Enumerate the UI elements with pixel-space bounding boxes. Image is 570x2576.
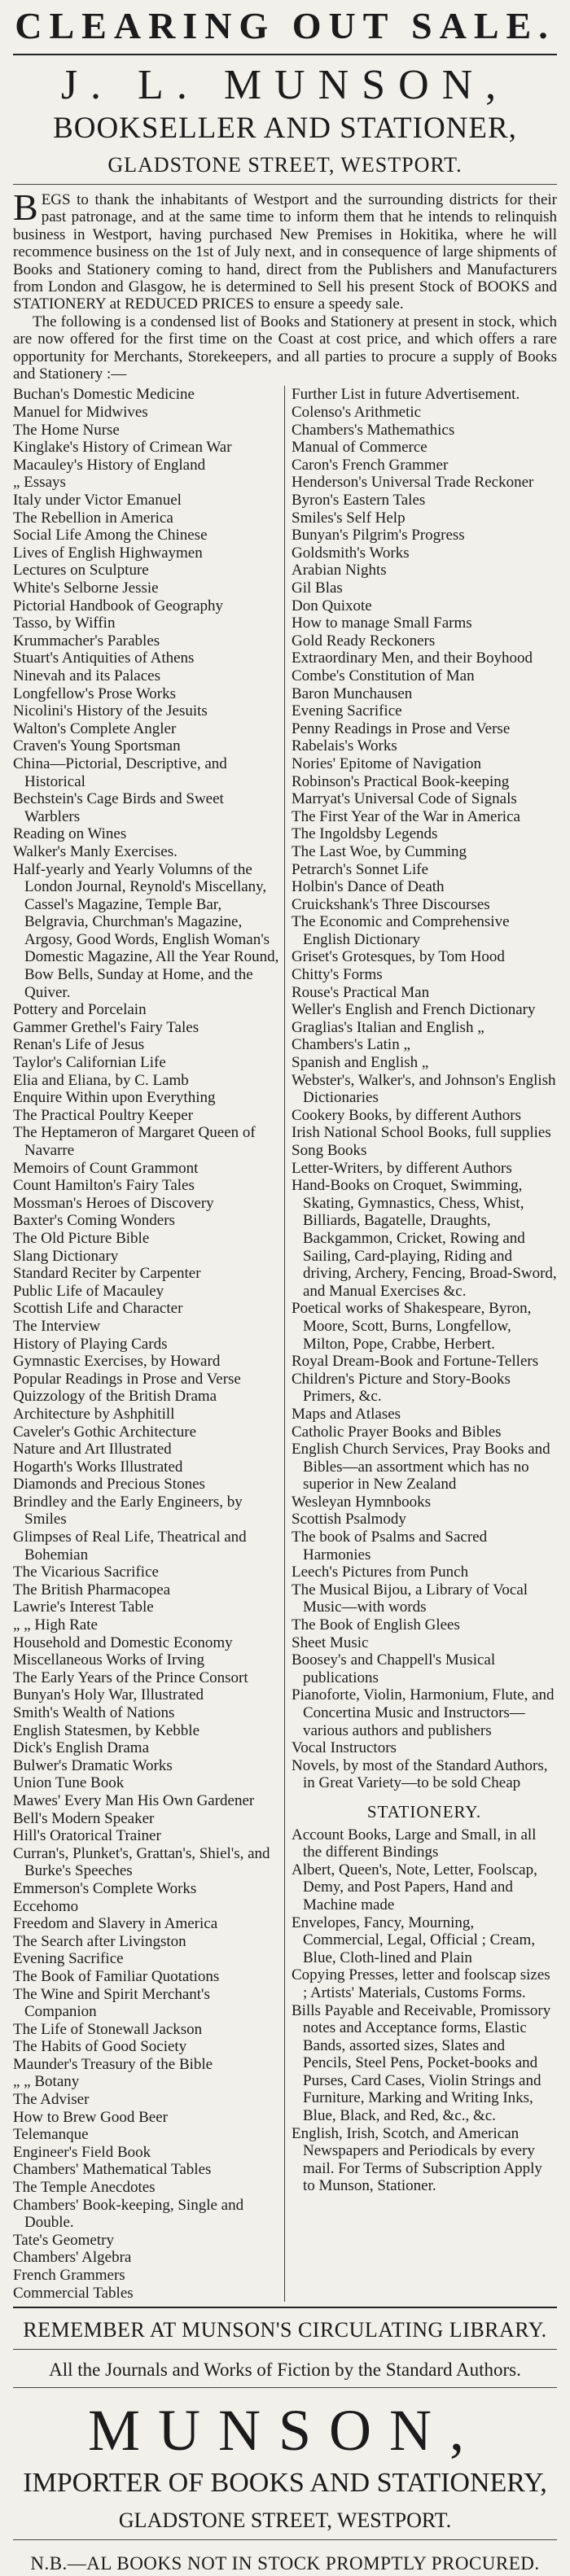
- list-item: Rouse's Practical Man: [292, 983, 430, 1001]
- list-item: Byron's Eastern Tales: [292, 492, 426, 510]
- list-item: Craven's Young Sportsman: [13, 737, 181, 755]
- list-item: English, Irish, Scotch, and American Newspapers and Periodicals by every mail. For Terms of Subscription Apply to Munson, Stationer.: [292, 2124, 542, 2195]
- list-item: The Vicarious Sacrifice: [13, 1564, 159, 1581]
- list-item: Scottish Life and Character: [13, 1300, 183, 1318]
- list-item: Reading on Wines: [13, 825, 127, 843]
- list-item: Bell's Modern Speaker: [13, 1809, 155, 1827]
- list-item: The British Pharmacopea: [13, 1581, 171, 1599]
- list-item: Children's Picture and Story-Books Primers, &c.: [292, 1370, 511, 1406]
- list-item: Caveler's Gothic Architecture: [13, 1423, 197, 1441]
- list-item: Evening Sacrifice: [292, 702, 402, 720]
- list-item: Leech's Pictures from Punch: [292, 1564, 469, 1581]
- list-item: Macauley's History of England: [13, 456, 206, 474]
- list-item: Curran's, Plunket's, Grattan's, Shiel's, and Burke's Speeches: [13, 1844, 270, 1880]
- list-item: Holbin's Dance of Death: [292, 878, 445, 896]
- list-item: French Grammers: [13, 2267, 125, 2284]
- list-item: Chambers's Latin „: [292, 1036, 410, 1054]
- list-item: Kinglake's History of Crimean War: [13, 439, 232, 457]
- merchant-title: BOOKSELLER AND STATIONER,: [53, 112, 517, 145]
- list-item: Social Life Among the Chinese: [13, 527, 208, 545]
- list-item: Walton's Complete Angler: [13, 719, 177, 737]
- list-item: Buchan's Domestic Medicine: [13, 386, 195, 404]
- list-item: Eccehomo: [13, 1897, 79, 1915]
- list-item: Gil Blas: [292, 579, 343, 597]
- list-item: Albert, Queen's, Note, Letter, Foolscap, Demy, and Post Papers, Hand and Machine made: [292, 1861, 537, 1913]
- list-item: Boosey's and Chappell's Musical publications: [292, 1651, 496, 1686]
- list-item: Song Books: [292, 1142, 367, 1159]
- list-item: „ Essays: [13, 474, 66, 492]
- stationery-items: [292, 1826, 557, 2195]
- list-item: Colenso's Arithmetic: [292, 404, 422, 422]
- list-item: Baxter's Coming Wonders: [13, 1212, 175, 1230]
- list-item: Union Tune Book: [13, 1774, 125, 1792]
- list-item: Hogarth's Works Illustrated: [13, 1458, 183, 1476]
- list-item: The Rebellion in America: [13, 509, 173, 527]
- list-item: Taylor's Californian Life: [13, 1054, 166, 1072]
- intro-paragraph-1: EGS to thank the inhabitants of Westport and the surrounding districts for their past patronage, and at the same time to inform them that he intends to relinquish business in Westport, having purchased New Premises in Hokitika, where he will recommence business on the 1st of July next, and in consequence of large shipments of Books and Stationery coming to hand, direct from the Publishers and Manufacturers from London and Glasgow, he is determined to Sell his present Stock of BOOKS and STATIONERY at REDUCED PRICES to ensure a speedy sale.: [13, 191, 557, 313]
- list-item: The Heptameron of Margaret Queen of Navarre: [13, 1124, 256, 1159]
- list-item: Household and Domestic Economy: [13, 1634, 233, 1651]
- list-item: Cruickshank's Three Discourses: [292, 895, 490, 913]
- list-item: Evening Sacrifice: [13, 1950, 124, 1968]
- journals-notice: All the Journals and Works of Fiction by the Standard Authors.: [49, 2360, 521, 2381]
- list-item: Goldsmith's Works: [292, 544, 410, 562]
- list-item: The Wine and Spirit Merchant's Companion: [13, 1985, 210, 2021]
- list-item: Graglias's Italian and English „: [292, 1018, 484, 1036]
- list-item: Extraordinary Men, and their Boyhood: [292, 649, 533, 667]
- list-item: Marryat's Universal Code of Signals: [292, 790, 517, 808]
- list-item: Stuart's Antiquities of Athens: [13, 649, 195, 667]
- list-item: Telemanque: [13, 2126, 89, 2144]
- divider: [13, 54, 557, 55]
- nb-notice: N.B.—AL BOOKS NOT IN STOCK PROMPTLY PROCURED.: [30, 2553, 540, 2574]
- list-item: The book of Psalms and Sacred Harmonies: [292, 1529, 488, 1564]
- list-item: The Habits of Good Society: [13, 2038, 187, 2056]
- list-item: Nicolini's History of the Jesuits: [13, 702, 208, 720]
- list-item: Further List in future Advertisement.: [292, 386, 520, 404]
- list-item: Account Books, Large and Small, in all the different Bindings: [292, 1826, 537, 1861]
- list-item: The Musical Bijou, a Library of Vocal Music—with words: [292, 1581, 528, 1616]
- list-item: The Adviser: [13, 2091, 90, 2109]
- list-item: Count Hamilton's Fairy Tales: [13, 1177, 195, 1195]
- list-item: Pottery and Porcelain: [13, 1001, 147, 1019]
- list-item: Irish National School Books, full supplies: [292, 1124, 551, 1142]
- list-item: The Old Picture Bible: [13, 1229, 150, 1247]
- list-item: Lectures on Sculpture: [13, 562, 149, 579]
- list-item: Commercial Tables: [13, 2284, 134, 2302]
- list-item: Weller's English and French Dictionary: [292, 1001, 536, 1019]
- list-item: Public Life of Macauley: [13, 1282, 164, 1300]
- list-item: Renan's Life of Jesus: [13, 1036, 145, 1054]
- list-item: Griset's Grotesques, by Tom Hood: [292, 948, 505, 966]
- divider: [13, 2349, 557, 2350]
- list-item: Freedom and Slavery in America: [13, 1915, 218, 1933]
- list-item: Slang Dictionary: [13, 1247, 119, 1265]
- list-item: Spanish and English „: [292, 1054, 429, 1072]
- list-item: Dick's English Drama: [13, 1739, 150, 1757]
- list-item: Royal Dream-Book and Fortune-Tellers: [292, 1353, 539, 1371]
- list-item: Lawrie's Interest Table: [13, 1599, 154, 1616]
- list-item: The Last Woe, by Cumming: [292, 842, 467, 860]
- list-item: Engineer's Field Book: [13, 2143, 151, 2161]
- list-item: Envelopes, Fancy, Mourning, Commercial, Legal, Official ; Cream, Blue, Cloth-lined and Plain: [292, 1913, 536, 1966]
- list-item: Glimpses of Real Life, Theatrical and Bohemian: [13, 1529, 247, 1564]
- list-item: Hand-Books on Croquet, Swimming, Skating, Gymnastics, Chess, Whist, Billiards, Bagatelle, Draughts, Backgammon, Cricket, Rowing and Sailing, Card-playing, Riding and driving, Archery, Fencing, Broad-Sword, and Manual Exercises &c.: [292, 1177, 557, 1300]
- list-item: Chambers' Book-keeping, Single and Double.: [13, 2196, 244, 2232]
- list-item: History of Playing Cards: [13, 1335, 168, 1353]
- list-item: Maunder's Treasury of the Bible: [13, 2055, 213, 2073]
- list-item: Caron's French Grammer: [292, 456, 449, 474]
- list-item: Cookery Books, by different Authors: [292, 1106, 521, 1124]
- list-item: Half-yearly and Yearly Volumns of the London Journal, Reynold's Miscellany, Cassel's Magazine, Temple Bar, Belgravia, Churchman's Magazine, Argosy, Good Words, English Woman's Domestic Magazine, All the Year Round, Bow Bells, Sunday at Home, and the Quiver.: [13, 860, 279, 1001]
- merchant-address: GLADSTONE STREET, WESTPORT.: [107, 153, 463, 177]
- divider: [13, 184, 557, 185]
- right-items: [292, 386, 557, 1792]
- list-item: Henderson's Universal Trade Reckoner: [292, 474, 534, 492]
- list-item: Quizzology of the British Drama: [13, 1388, 217, 1406]
- book-list-left-column: [13, 386, 285, 2302]
- list-item: Sheet Music: [292, 1634, 369, 1651]
- list-item: Pictorial Handbook of Geography: [13, 597, 224, 614]
- list-item: Arabian Nights: [292, 562, 387, 579]
- list-item: „ „ High Rate: [13, 1616, 98, 1634]
- list-item: White's Selborne Jessie: [13, 579, 159, 597]
- headline: CLEARING OUT SALE.: [15, 5, 555, 46]
- list-item: The Ingoldsby Legends: [292, 825, 438, 843]
- list-item: Wesleyan Hymnbooks: [292, 1493, 432, 1511]
- list-item: Penny Readings in Prose and Verse: [292, 719, 511, 737]
- list-item: Enquire Within upon Everything: [13, 1089, 216, 1107]
- list-item: Chambers' Algebra: [13, 2249, 132, 2267]
- list-item: Bunyan's Pilgrim's Progress: [292, 527, 465, 545]
- list-item: Hill's Oratorical Trainer: [13, 1827, 161, 1845]
- list-item: Vocal Instructors: [292, 1739, 397, 1757]
- list-item: Scottish Psalmody: [292, 1511, 406, 1529]
- list-item: The Interview: [13, 1317, 101, 1335]
- list-item: English Statesmen, by Kebble: [13, 1721, 200, 1739]
- list-item: Bulwer's Dramatic Works: [13, 1756, 173, 1774]
- list-item: Chitty's Forms: [292, 966, 383, 984]
- list-item: The Life of Stonewall Jackson: [13, 2020, 203, 2038]
- book-list-right-column: [285, 386, 557, 2302]
- list-item: Baron Munchausen: [292, 684, 413, 702]
- list-item: The Search after Livingston: [13, 1932, 186, 1950]
- list-item: Architecture by Ashphitill: [13, 1405, 175, 1423]
- list-item: Catholic Prayer Books and Bibles: [292, 1423, 502, 1441]
- list-item: How to manage Small Farms: [292, 614, 472, 632]
- divider: [13, 2307, 557, 2308]
- merchant-title-footer: IMPORTER OF BOOKS AND STATIONERY,: [23, 2468, 547, 2499]
- list-item: English Church Services, Pray Books and Bibles—an assortment which has no superior in New Zealand: [292, 1441, 550, 1494]
- list-item: Tate's Geometry: [13, 2231, 114, 2249]
- list-item: Bills Payable and Receivable, Promissory notes and Acceptance forms, Elastic Bands, assorted sizes, Slates and Pencils, Steel Pens, Pocket-books and Purses, Card Cases, Violin Strings and Furniture, Marking and Writing Inks, Blue, Black, and Red, &c., &c.: [292, 2001, 551, 2125]
- list-item: Smiles's Self Help: [292, 509, 406, 527]
- list-item: Memoirs of Count Grammont: [13, 1159, 199, 1177]
- list-item: Maps and Atlases: [292, 1405, 401, 1423]
- list-item: Bechstein's Cage Birds and Sweet Warblers: [13, 790, 224, 825]
- list-item: Longfellow's Prose Works: [13, 684, 176, 702]
- book-list: [13, 386, 557, 2302]
- list-item: Italy under Victor Emanuel: [13, 492, 182, 510]
- list-item: Gammer Grethel's Fairy Tales: [13, 1018, 200, 1036]
- list-item: Bunyan's Holy War, Illustrated: [13, 1686, 204, 1704]
- merchant-name-footer: MUNSON,: [87, 2398, 483, 2464]
- list-item: The Economic and Comprehensive English Dictionary: [292, 913, 510, 948]
- list-item: Gold Ready Reckoners: [292, 632, 436, 649]
- list-item: Copying Presses, letter and foolscap sizes ; Artists' Materials, Customs Forms.: [292, 1966, 550, 2001]
- list-item: Nories' Epitome of Navigation: [292, 754, 481, 772]
- list-item: Gymnastic Exercises, by Howard: [13, 1353, 221, 1371]
- list-item: Letter-Writers, by different Authors: [292, 1159, 512, 1177]
- list-item: Smith's Wealth of Nations: [13, 1704, 175, 1721]
- list-item: Elia and Eliana, by C. Lamb: [13, 1071, 189, 1089]
- list-item: Lives of English Highwaymen: [13, 544, 203, 562]
- list-item: The Temple Anecdotes: [13, 2179, 156, 2197]
- library-notice: REMEMBER AT MUNSON'S CIRCULATING LIBRARY.: [23, 2318, 547, 2342]
- list-item: Diamonds and Precious Stones: [13, 1476, 205, 1494]
- list-item: Chambers' Mathematical Tables: [13, 2161, 212, 2179]
- list-item: Mossman's Heroes of Discovery: [13, 1194, 214, 1212]
- list-item: Standard Reciter by Carpenter: [13, 1265, 201, 1283]
- list-item: Miscellaneous Works of Irving: [13, 1651, 205, 1669]
- list-item: Walker's Manly Exercises.: [13, 842, 178, 860]
- stationery-heading: STATIONERY.: [366, 1801, 482, 1822]
- list-item: Petrarch's Sonnet Life: [292, 860, 429, 878]
- list-item: Popular Readings in Prose and Verse: [13, 1370, 241, 1388]
- list-item: Manuel for Midwives: [13, 404, 148, 422]
- list-item: Nature and Art Illustrated: [13, 1441, 172, 1459]
- list-item: Don Quixote: [292, 597, 372, 614]
- drop-cap: B: [13, 186, 38, 228]
- list-item: „ „ Botany: [13, 2073, 80, 2091]
- list-item: Webster's, Walker's, and Johnson's English Dictionaries: [292, 1071, 556, 1107]
- list-item: China—Pictorial, Descriptive, and Historical: [13, 754, 227, 790]
- merchant-name: J. L. MUNSON,: [60, 62, 510, 108]
- list-item: The First Year of the War in America: [292, 807, 520, 825]
- list-item: Rabelais's Works: [292, 737, 397, 755]
- advertisement: [0, 3, 570, 2574]
- list-item: Combe's Constitution of Man: [292, 667, 475, 684]
- list-item: Ninevah and its Palaces: [13, 667, 160, 684]
- list-item: Tasso, by Wiffin: [13, 614, 116, 632]
- divider: [13, 2539, 557, 2540]
- list-item: Chambers's Mathemathics: [292, 421, 455, 439]
- list-item: How to Brew Good Beer: [13, 2108, 168, 2126]
- list-item: Robinson's Practical Book-keeping: [292, 772, 510, 790]
- intro-text: [13, 186, 557, 313]
- list-item: Emmerson's Complete Works: [13, 1879, 197, 1897]
- list-item: The Practical Poultry Keeper: [13, 1106, 194, 1124]
- list-item: Pianoforte, Violin, Harmonium, Flute, and Concertina Music and Instructors—various authors and publishers: [292, 1686, 555, 1739]
- list-item: Krummacher's Parables: [13, 632, 160, 649]
- list-item: Novels, by most of the Standard Authors, in Great Variety—to be sold Cheap: [292, 1756, 548, 1792]
- list-item: Brindley and the Early Engineers, by Smiles: [13, 1493, 243, 1529]
- divider: [13, 2387, 557, 2388]
- intro-paragraph-2: The following is a condensed list of Books and Stationery at present in stock, which are now offered for the first time on the Coast at cost price, and which offers a rare opportunity for Merchants, Storekeepers, and all parties to procure a supply of Books and Stationery :—: [13, 313, 557, 383]
- list-item: The Book of Familiar Quotations: [13, 1967, 220, 1985]
- list-item: The Early Years of the Prince Consort: [13, 1668, 248, 1686]
- merchant-address-footer: GLADSTONE STREET, WESTPORT.: [118, 2508, 452, 2533]
- list-item: Mawes' Every Man His Own Gardener: [13, 1791, 255, 1809]
- list-item: Poetical works of Shakespeare, Byron, Moore, Scott, Burns, Longfellow, Milton, Pope, Crabbe, Herbert.: [292, 1300, 532, 1353]
- list-item: The Home Nurse: [13, 421, 120, 439]
- list-item: Manual of Commerce: [292, 439, 428, 457]
- list-item: The Book of English Glees: [292, 1616, 460, 1634]
